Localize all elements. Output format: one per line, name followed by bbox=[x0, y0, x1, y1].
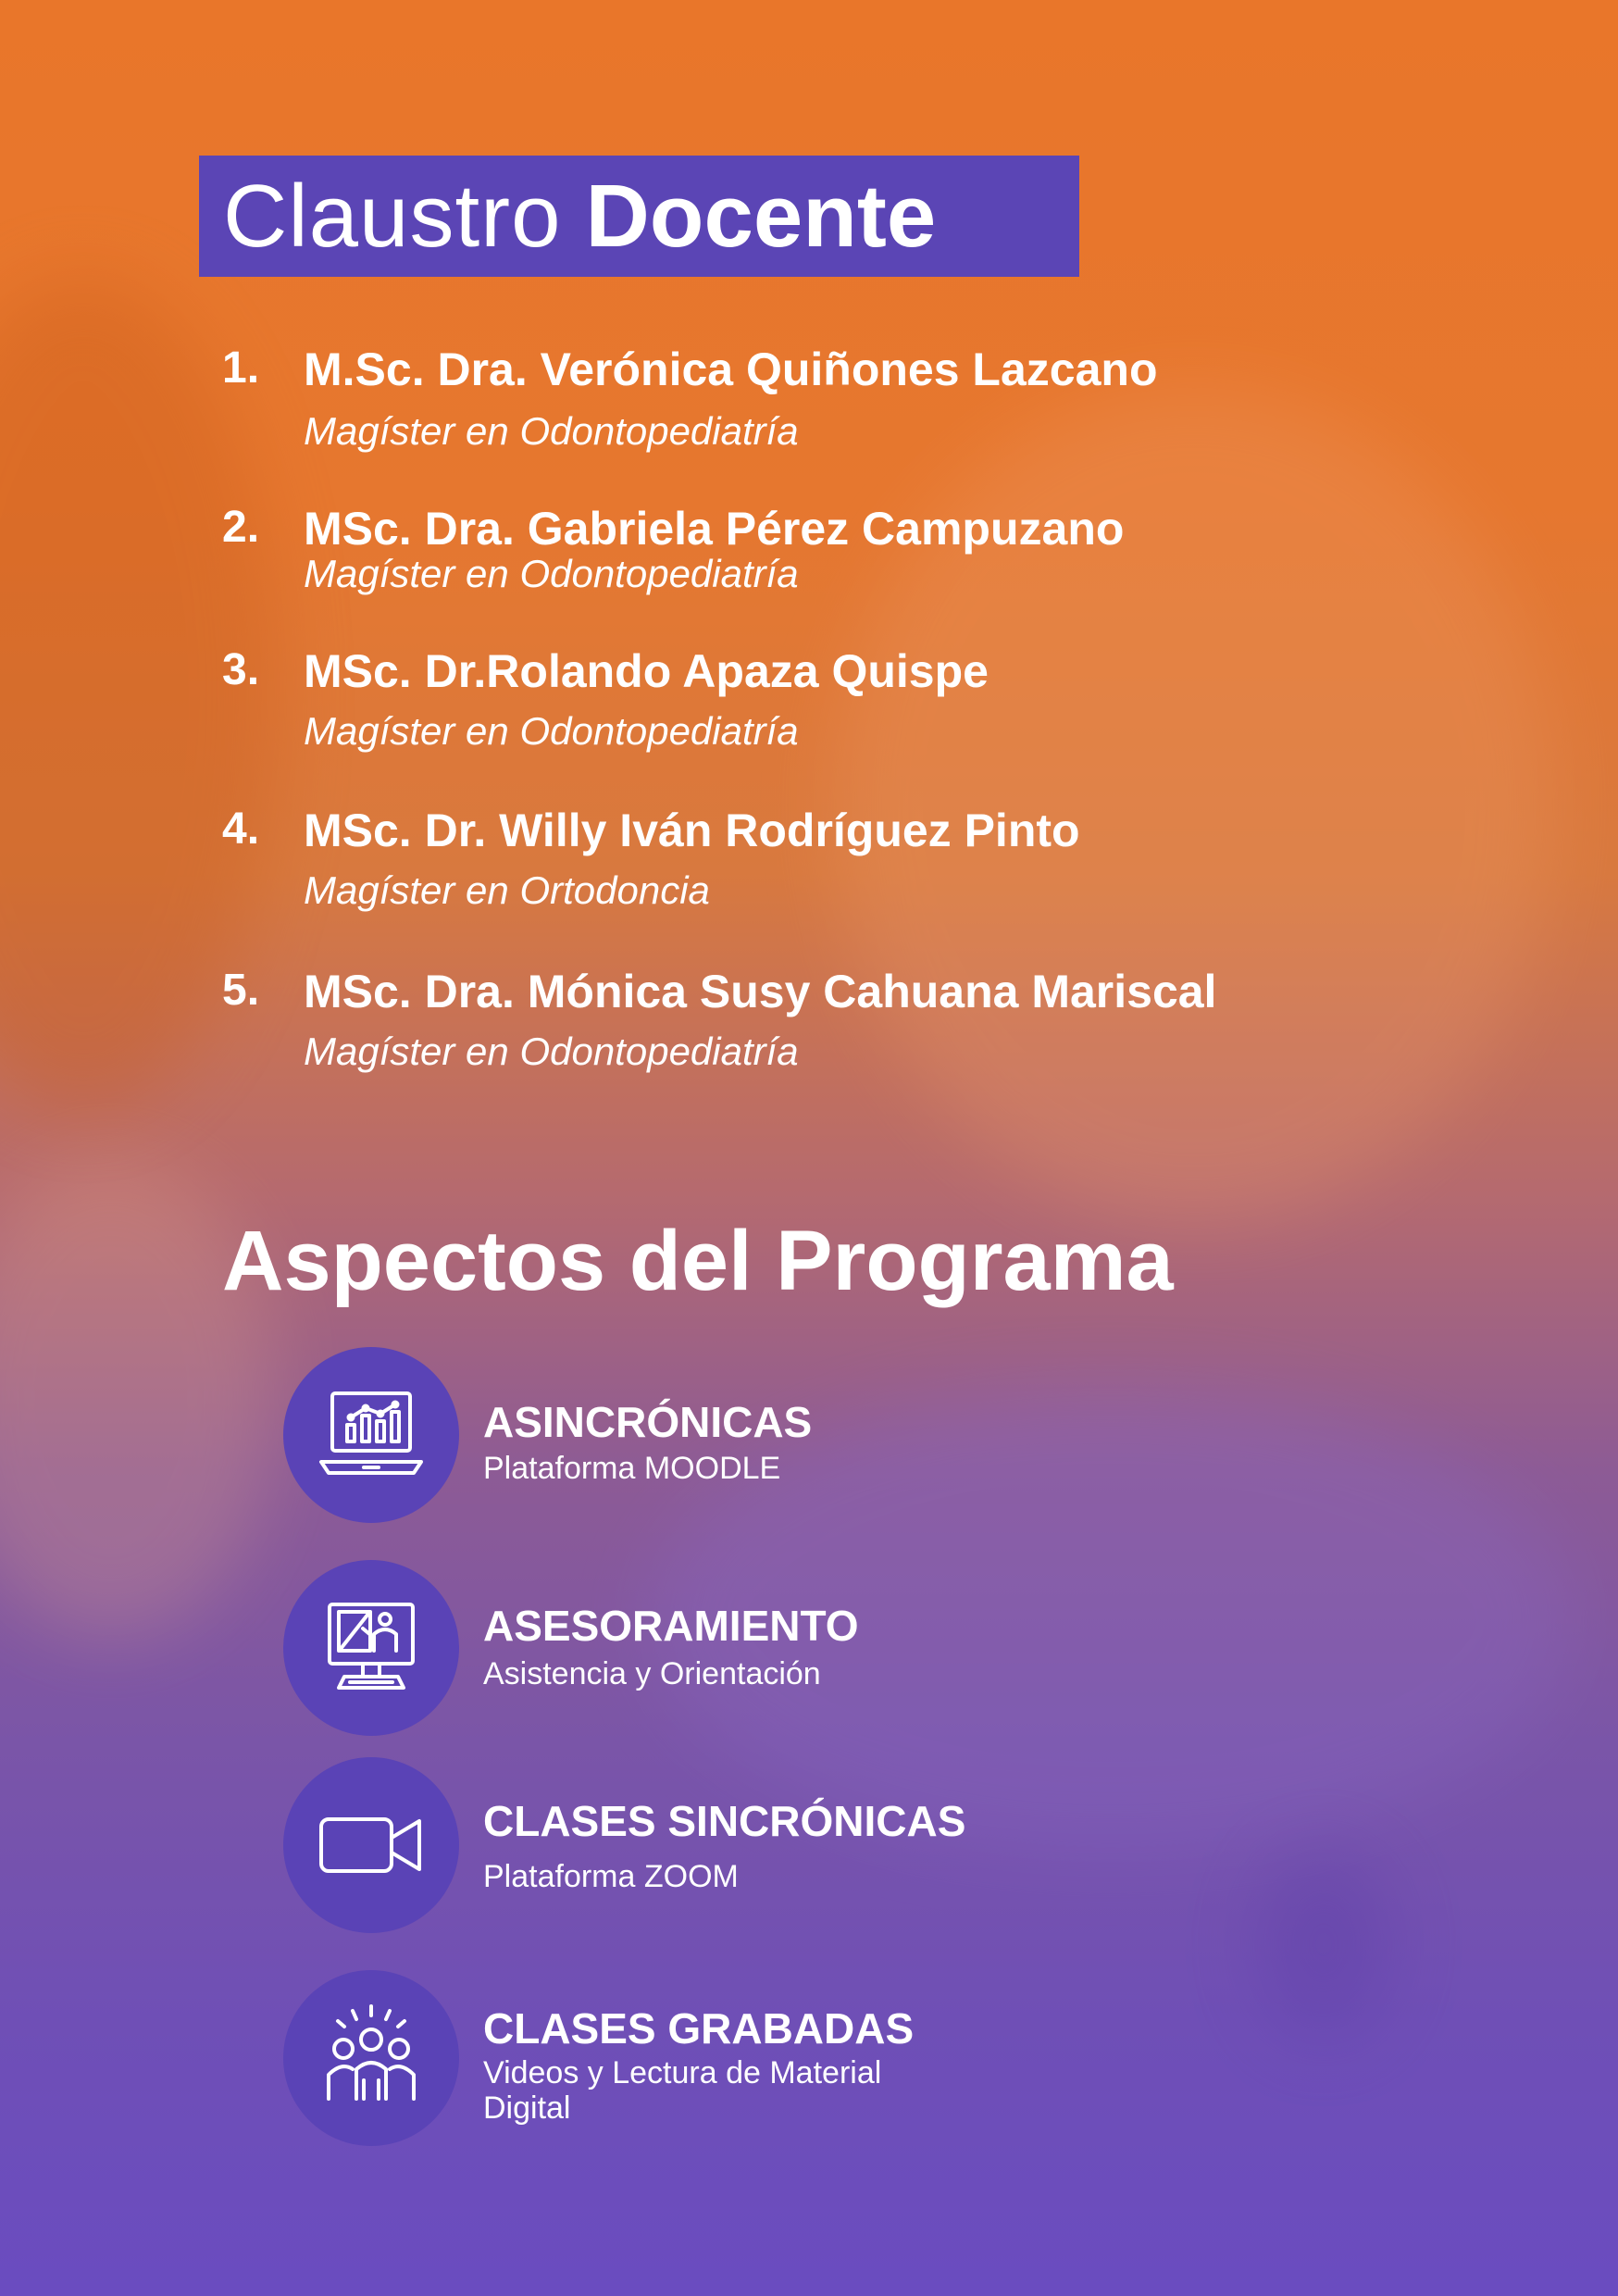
aspect-item-clases-sincronicas bbox=[283, 1757, 1394, 1933]
aspect-label: ASESORAMIENTO bbox=[483, 1602, 859, 1650]
aspect-label: CLASES GRABADAS bbox=[483, 2004, 915, 2053]
staff-degree: Magíster en Odontopediatría bbox=[304, 552, 799, 595]
aspect-sub: Videos y Lectura de Material Digital bbox=[483, 2055, 882, 2126]
staff-degree: Magíster en Odontopediatría bbox=[304, 1029, 799, 1073]
staff-number: 3. bbox=[222, 645, 260, 694]
staff-degree: Magíster en Odontopediatría bbox=[304, 409, 799, 453]
aspect-icon-circle bbox=[283, 1347, 459, 1523]
aspect-sub: Asistencia y Orientación bbox=[483, 1656, 821, 1691]
aspect-icon-circle bbox=[283, 1970, 459, 2146]
aspect-icon-circle bbox=[283, 1560, 459, 1736]
staff-name: MSc. Dr. Willy Iván Rodríguez Pinto bbox=[304, 805, 1080, 856]
aspect-sub: Plataforma ZOOM bbox=[483, 1859, 739, 1894]
staff-name: MSc. Dra. Mónica Susy Cahuana Mariscal bbox=[304, 966, 1217, 1017]
staff-number: 1. bbox=[222, 343, 260, 393]
staff-name: MSc. Dra. Gabriela Pérez Campuzano bbox=[304, 503, 1125, 555]
title-light: Claustro bbox=[223, 166, 562, 266]
aspect-item-asesoramiento bbox=[283, 1560, 1394, 1736]
title-bold: Docente bbox=[585, 166, 937, 266]
aspect-sub: Plataforma MOODLE bbox=[483, 1451, 781, 1486]
video-camera-icon bbox=[316, 1808, 427, 1882]
staff-number: 2. bbox=[222, 503, 260, 552]
staff-name: MSc. Dr.Rolando Apaza Quispe bbox=[304, 645, 989, 697]
aspects-heading: Aspectos del Programa bbox=[222, 1214, 1174, 1308]
aspect-icon-circle bbox=[283, 1757, 459, 1933]
group-people-icon bbox=[316, 2003, 427, 2114]
staff-number: 4. bbox=[222, 805, 260, 854]
aspect-item-asincronicas bbox=[283, 1347, 1394, 1523]
aspect-label: CLASES SINCRÓNICAS bbox=[483, 1797, 966, 1845]
computer-teacher-icon bbox=[320, 1597, 422, 1699]
aspect-label: ASINCRÓNICAS bbox=[483, 1398, 813, 1446]
staff-degree: Magíster en Ortodoncia bbox=[304, 868, 710, 912]
staff-degree: Magíster en Odontopediatría bbox=[304, 709, 799, 753]
staff-name: M.Sc. Dra. Verónica Quiñones Lazcano bbox=[304, 343, 1158, 395]
laptop-chart-icon bbox=[316, 1384, 427, 1486]
section-title-banner bbox=[199, 156, 1079, 277]
staff-number: 5. bbox=[222, 966, 260, 1015]
aspect-item-clases-grabadas bbox=[283, 1970, 1394, 2146]
